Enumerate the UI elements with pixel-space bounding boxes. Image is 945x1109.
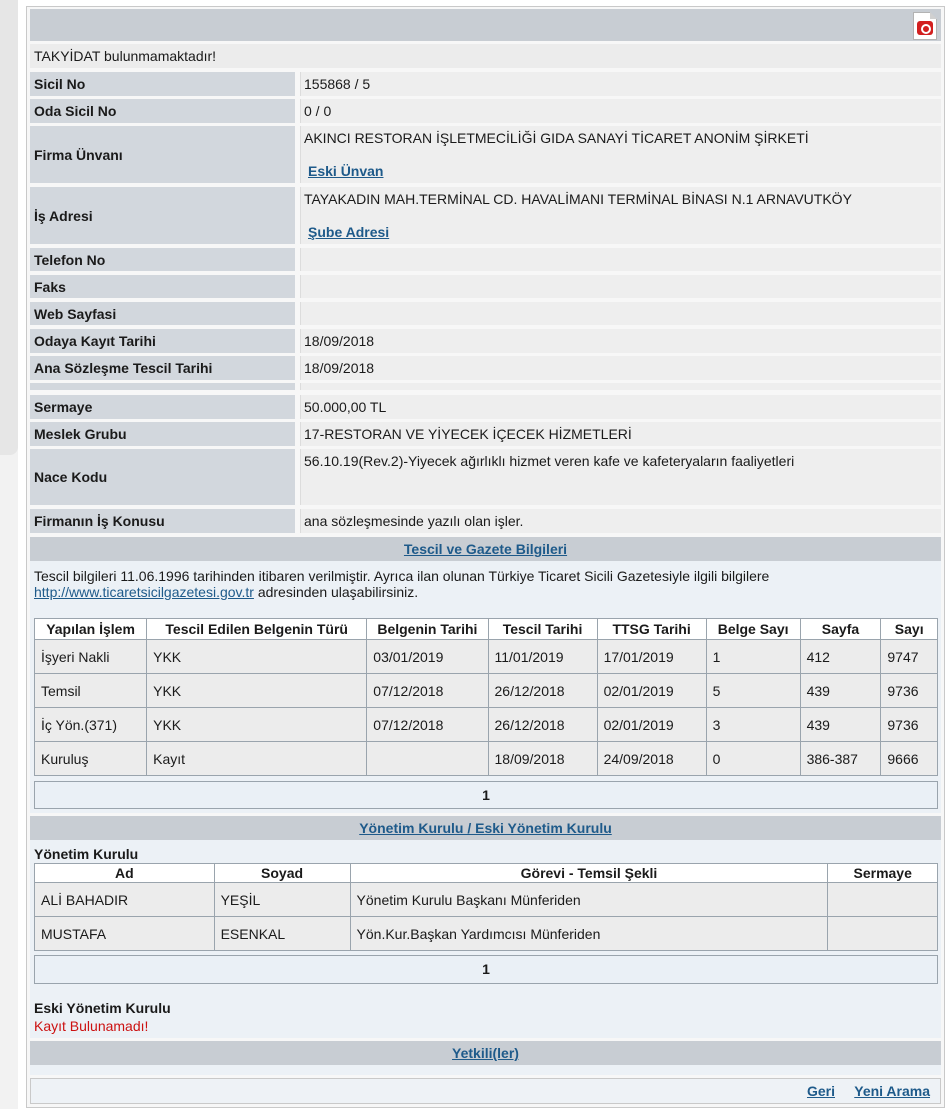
value-spacer bbox=[300, 383, 941, 390]
col-sayfa: Sayfa bbox=[800, 619, 881, 640]
tescil-header-row bbox=[35, 619, 938, 640]
table-row bbox=[35, 883, 938, 917]
cell: ESENKAL bbox=[214, 917, 350, 951]
label-meslek-grubu: Meslek Grubu bbox=[30, 422, 295, 446]
cell: 9736 bbox=[881, 708, 938, 742]
label-telefon-no: Telefon No bbox=[30, 248, 295, 271]
label-odaya-kayit-tarihi: Odaya Kayıt Tarihi bbox=[30, 329, 295, 353]
tescil-info-text bbox=[34, 568, 934, 600]
label-spacer bbox=[30, 383, 295, 390]
cell: 9747 bbox=[881, 640, 938, 674]
table-row bbox=[35, 674, 938, 708]
yetkili-section-header bbox=[30, 1041, 941, 1065]
cell: MUSTAFA bbox=[35, 917, 215, 951]
yetkililer-link[interactable]: Yetkili(ler) bbox=[452, 1045, 519, 1061]
row-ana-sozlesme-tescil-tarihi bbox=[30, 356, 941, 380]
yonetim-section-header bbox=[30, 816, 941, 840]
cell: 3 bbox=[706, 708, 800, 742]
table-row bbox=[35, 708, 938, 742]
cell: ALİ BAHADIR bbox=[35, 883, 215, 917]
left-scroll-strip bbox=[0, 0, 18, 1109]
cell: Yönetim Kurulu Başkanı Münferiden bbox=[350, 883, 828, 917]
cell: Temsil bbox=[35, 674, 147, 708]
yonetim-kurulu-title: Yönetim Kurulu bbox=[34, 846, 139, 862]
cell: 07/12/2018 bbox=[367, 708, 488, 742]
col-ad: Ad bbox=[35, 864, 215, 883]
col-soyad: Soyad bbox=[214, 864, 350, 883]
col-belge-sayi: Belge Sayı bbox=[706, 619, 800, 640]
cell: 02/01/2019 bbox=[597, 674, 706, 708]
page-number[interactable]: 1 bbox=[482, 961, 490, 977]
row-oda-sicil-no bbox=[30, 99, 941, 123]
col-ttsg-tarihi: TTSG Tarihi bbox=[597, 619, 706, 640]
cell: İşyeri Nakli bbox=[35, 640, 147, 674]
tescil-section-body bbox=[30, 561, 941, 813]
row-firma-unvani bbox=[30, 126, 941, 183]
cell: 5 bbox=[706, 674, 800, 708]
cell: YKK bbox=[147, 640, 367, 674]
row-faks bbox=[30, 275, 941, 298]
cell: 26/12/2018 bbox=[488, 708, 597, 742]
col-gorevi: Görevi - Temsil Şekli bbox=[350, 864, 828, 883]
value-sermaye: 50.000,00 TL bbox=[300, 395, 941, 419]
pdf-icon[interactable] bbox=[913, 12, 937, 40]
cell: YEŞİL bbox=[214, 883, 350, 917]
yonetim-section-body bbox=[30, 840, 941, 1038]
cell: 11/01/2019 bbox=[488, 640, 597, 674]
cell: 18/09/2018 bbox=[488, 742, 597, 776]
cell: 0 bbox=[706, 742, 800, 776]
cell bbox=[828, 883, 938, 917]
label-firma-unvani: Firma Ünvanı bbox=[30, 126, 295, 183]
label-is-konusu: Firmanın İş Konusu bbox=[30, 509, 295, 533]
col-tescil-tarihi: Tescil Tarihi bbox=[488, 619, 597, 640]
tescil-info-tail: adresinden ulaşabilirsiniz. bbox=[253, 584, 419, 600]
col-belgenin-tarihi: Belgenin Tarihi bbox=[367, 619, 488, 640]
row-is-adresi bbox=[30, 187, 941, 244]
col-belge-turu: Tescil Edilen Belgenin Türü bbox=[147, 619, 367, 640]
yonetim-header-row bbox=[35, 864, 938, 883]
tescil-gazete-link[interactable]: Tescil ve Gazete Bilgileri bbox=[403, 541, 568, 557]
row-spacer bbox=[30, 383, 941, 390]
row-sermaye bbox=[30, 395, 941, 419]
value-sicil-no: 155868 / 5 bbox=[300, 72, 941, 96]
eski-yonetim-title: Eski Yönetim Kurulu bbox=[34, 1000, 171, 1016]
row-web-sayfasi bbox=[30, 302, 941, 325]
value-is-konusu: ana sözleşmesinde yazılı olan işler. bbox=[300, 509, 941, 533]
firma-unvani-text: AKINCI RESTORAN İŞLETMECİLİĞİ GIDA SANAYİ TİCARET ANONİM ŞİRKETİ bbox=[304, 130, 809, 146]
cell bbox=[828, 917, 938, 951]
takyidat-notice: TAKYİDAT bulunmamaktadır! bbox=[34, 48, 217, 64]
row-odaya-kayit-tarihi bbox=[30, 329, 941, 353]
value-odaya-kayit-tarihi: 18/09/2018 bbox=[300, 329, 941, 353]
table-row bbox=[35, 742, 938, 776]
yonetim-kurulu-link[interactable]: Yönetim Kurulu / Eski Yönetim Kurulu bbox=[359, 820, 612, 836]
cell: 9736 bbox=[881, 674, 938, 708]
table-row bbox=[35, 917, 938, 951]
label-oda-sicil-no: Oda Sicil No bbox=[30, 99, 295, 123]
cell: 412 bbox=[800, 640, 881, 674]
label-faks: Faks bbox=[30, 275, 295, 298]
new-search-link[interactable]: Yeni Arama bbox=[854, 1083, 930, 1099]
value-ana-sozlesme-tescil-tarihi: 18/09/2018 bbox=[300, 356, 941, 380]
cell bbox=[367, 742, 488, 776]
label-web-sayfasi: Web Sayfasi bbox=[30, 302, 295, 325]
row-sicil-no bbox=[30, 72, 941, 96]
cell: 03/01/2019 bbox=[367, 640, 488, 674]
notice-row bbox=[30, 44, 941, 68]
cell: Kayıt bbox=[147, 742, 367, 776]
table-row bbox=[35, 640, 938, 674]
col-sayi: Sayı bbox=[881, 619, 938, 640]
value-meslek-grubu: 17-RESTORAN VE YİYECEK İÇECEK HİZMETLERİ bbox=[300, 422, 941, 446]
eski-yonetim-empty: Kayıt Bulunamadı! bbox=[34, 1018, 149, 1034]
yetkili-section-body bbox=[30, 1065, 941, 1075]
bottom-nav bbox=[30, 1078, 941, 1104]
sube-adresi-link[interactable]: Şube Adresi bbox=[308, 224, 390, 240]
page-number[interactable]: 1 bbox=[482, 787, 490, 803]
cell: 26/12/2018 bbox=[488, 674, 597, 708]
row-is-konusu bbox=[30, 509, 941, 533]
value-faks bbox=[300, 275, 941, 298]
ticaret-sicil-gazetesi-link[interactable]: http://www.ticaretsicilgazetesi.gov.tr bbox=[34, 584, 254, 600]
row-telefon-no bbox=[30, 248, 941, 271]
col-sermaye: Sermaye bbox=[828, 864, 938, 883]
label-is-adresi: İş Adresi bbox=[30, 187, 295, 244]
tescil-pager bbox=[34, 781, 938, 809]
cell: Yön.Kur.Başkan Yardımcısı Münferiden bbox=[350, 917, 828, 951]
value-firma-unvani bbox=[300, 126, 941, 183]
yonetim-table bbox=[34, 863, 938, 951]
value-telefon-no bbox=[300, 248, 941, 271]
cell: 439 bbox=[800, 674, 881, 708]
eski-unvan-link[interactable]: Eski Ünvan bbox=[308, 163, 384, 179]
label-sermaye: Sermaye bbox=[30, 395, 295, 419]
value-is-adresi bbox=[300, 187, 941, 244]
tescil-section-header bbox=[30, 537, 941, 561]
cell: İç Yön.(371) bbox=[35, 708, 147, 742]
value-oda-sicil-no: 0 / 0 bbox=[300, 99, 941, 123]
label-nace-kodu: Nace Kodu bbox=[30, 449, 295, 505]
nace-kodu-text: 56.10.19(Rev.2)-Yiyecek ağırlıklı hizmet veren kafe ve kafeteryaların faaliyetleri bbox=[304, 453, 795, 469]
cell: 439 bbox=[800, 708, 881, 742]
cell: 9666 bbox=[881, 742, 938, 776]
tescil-info-line: Tescil bilgileri 11.06.1996 tarihinden itibaren verilmiştir. Ayrıca ilan olunan Türkiye Ticaret Sicili Gazetesiyle ilgili bilgilere bbox=[34, 568, 770, 584]
value-nace-kodu bbox=[300, 449, 941, 505]
label-ana-sozlesme-tescil-tarihi: Ana Sözleşme Tescil Tarihi bbox=[30, 356, 295, 380]
row-meslek-grubu bbox=[30, 422, 941, 446]
top-toolbar bbox=[30, 9, 941, 41]
is-adresi-text: TAYAKADIN MAH.TERMİNAL CD. HAVALİMANI TERMİNAL BİNASI N.1 ARNAVUTKÖY bbox=[304, 191, 852, 207]
label-sicil-no: Sicil No bbox=[30, 72, 295, 96]
cell: 386-387 bbox=[800, 742, 881, 776]
cell: 02/01/2019 bbox=[597, 708, 706, 742]
cell: Kuruluş bbox=[35, 742, 147, 776]
yonetim-pager bbox=[34, 955, 938, 984]
cell: 07/12/2018 bbox=[367, 674, 488, 708]
row-nace-kodu bbox=[30, 449, 941, 505]
cell: 1 bbox=[706, 640, 800, 674]
tescil-table bbox=[34, 618, 938, 776]
back-link[interactable]: Geri bbox=[806, 1083, 835, 1099]
cell: 24/09/2018 bbox=[597, 742, 706, 776]
cell: YKK bbox=[147, 674, 367, 708]
value-web-sayfasi bbox=[300, 302, 941, 325]
cell: YKK bbox=[147, 708, 367, 742]
cell: 17/01/2019 bbox=[597, 640, 706, 674]
col-yapilan-islem: Yapılan İşlem bbox=[35, 619, 147, 640]
